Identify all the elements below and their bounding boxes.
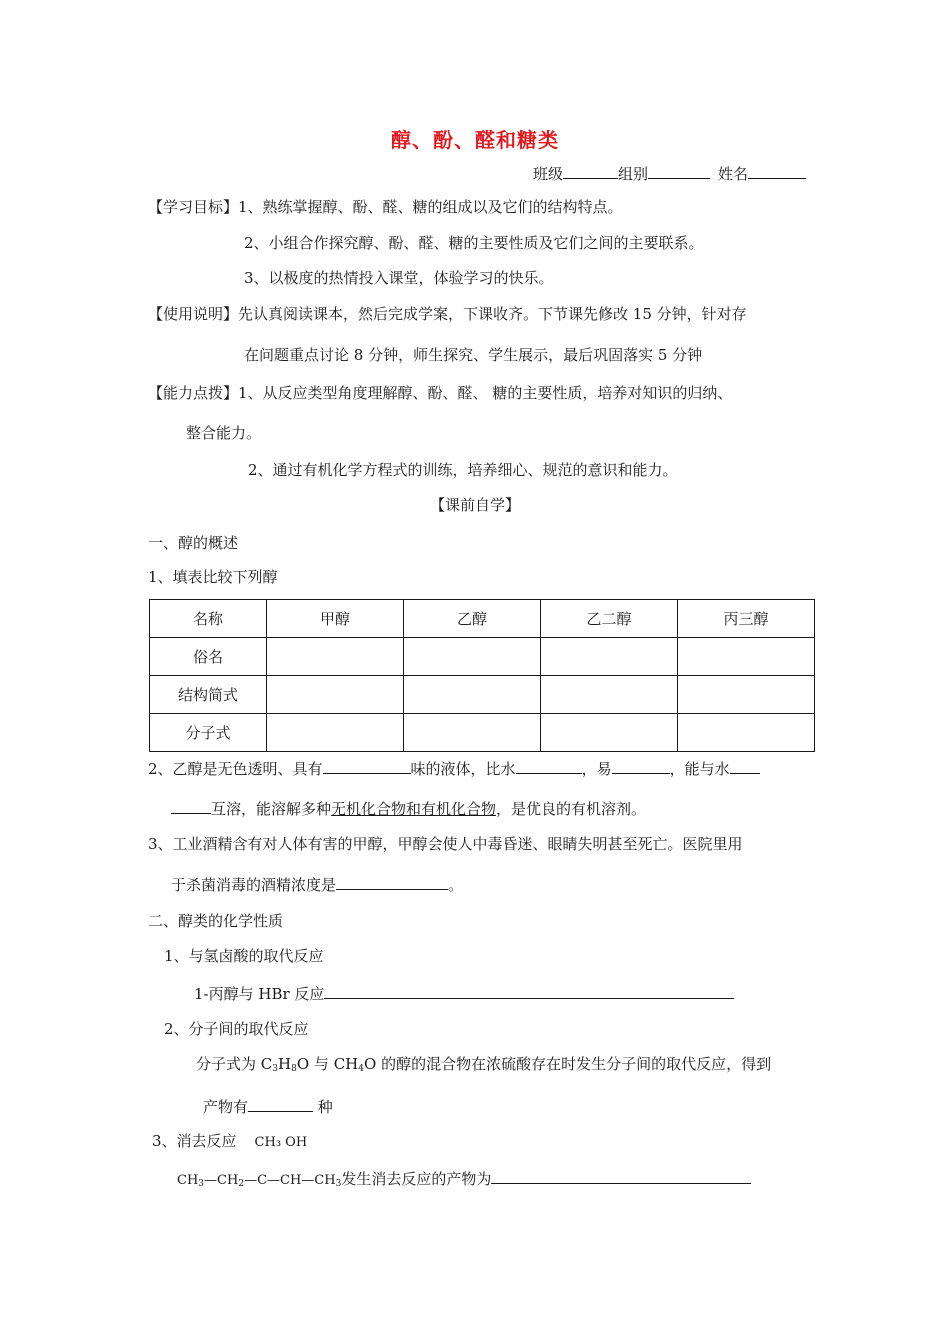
row-label-formula: 分子式 [150,714,267,752]
table-row [150,638,815,676]
usage-line-1: 【使用说明】先认真阅读课本，然后完成学案，下课收齐。下节课先修改 15 分钟，针对存 [148,305,747,323]
table-cell[interactable] [267,638,404,676]
name-label: 姓名 [718,165,749,183]
part2-s2: 2、分子间的取代反应 [164,1020,309,1038]
row-label-structure: 结构简式 [150,676,267,714]
table-header-cell: 乙二醇 [541,600,678,638]
ability-line-3: 2、通过有机化学方程式的训练，培养细心、规范的意识和能力。 [248,461,678,479]
formula-c3h8o: $C_3H_8O$ [260,1055,310,1074]
blank-density[interactable] [516,758,582,774]
blank-product-count[interactable] [248,1096,313,1112]
part1-q3-line-1: 3、工业酒精含有对人体有害的甲醇，甲醇会使人中毒昏迷、眼睛失明甚至死亡。医院里用 [148,835,743,853]
goals-tag: 【学习目标】 [148,198,239,216]
part2-s1-question: 1-丙醇与 HBr 反应 [194,983,734,1004]
class-blank[interactable] [563,163,618,179]
table-row [150,714,815,752]
goals-line-1: 【学习目标】1、熟练掌握醇、酚、醛、糖的组成以及它们的结构特点。 [148,198,623,216]
part1-q3-line-2: 于杀菌消毒的酒精浓度是 。 [171,876,464,894]
branch-substituents: CH₃ OH [254,1135,308,1150]
table-cell[interactable] [267,714,404,752]
part2-s2-question-2: 产物有 种 [203,1098,333,1116]
table-cell[interactable] [541,638,678,676]
goals-line-3: 3、以极度的热情投入课堂，体验学习的快乐。 [244,269,554,287]
table-cell[interactable] [404,676,541,714]
part1-q1: 1、填表比较下列醇 [148,568,278,586]
table-cell[interactable] [404,714,541,752]
table-header-row [150,600,815,638]
table-header-cell: 丙三醇 [678,600,815,638]
blank-miscible-1[interactable] [730,758,760,774]
goals-line-2: 2、小组合作探究醇、酚、醛、糖的主要性质及它们之间的主要联系。 [244,234,704,252]
table-cell[interactable] [404,638,541,676]
part2-s3: 3、消去反应 CH₃ OH [152,1132,308,1150]
student-info-fields [533,163,806,184]
part1-heading: 一、醇的概述 [148,534,239,552]
part2-s2-question-1: 分子式为 $C_3H_8O$ 与 $CH_4O$ 的醇的混合物在浓硫酸存在时发生分子间的取代反应，得到 [196,1055,772,1074]
formula-ch4o: $CH_4O$ [333,1055,377,1074]
table-header-cell: 甲醇 [267,600,404,638]
blank-smell[interactable] [323,758,411,774]
group-blank[interactable] [648,163,710,179]
part1-q2-line-2: 互溶，能溶解多种无机化合物和有机化合物，是优良的有机溶剂。 [171,798,646,819]
ability-line-2: 整合能力。 [186,424,262,442]
ability-tag: 【能力点拨】 [148,384,239,402]
usage-line-2: 在问题重点讨论 8 分钟，师生探究、学生展示，最后巩固落实 5 分钟 [244,346,703,364]
group-label: 组别 [618,165,649,183]
table-cell[interactable] [541,714,678,752]
part2-s3-question: $CH_3—CH_2—C—CH—CH_3$发生消去反应的产物为 [177,1168,751,1191]
section-heading-pre-study: 【课前自学】 [429,496,520,514]
blank-volatile[interactable] [612,758,670,774]
blank-miscible-2[interactable] [171,798,211,814]
table-cell[interactable] [678,714,815,752]
ability-line-1: 【能力点拨】1、从反应类型角度理解醇、酚、醛、 糖的主要性质，培养对知识的归纳、 [148,384,733,402]
part1-q2-line-1: 2、乙醇是无色透明、具有 味的液体，比水 ，易 ，能与水 [148,758,760,779]
row-label-common-name: 俗名 [150,638,267,676]
page-title: 醇、酚、醛和糖类 [391,128,559,152]
blank-concentration[interactable] [336,874,448,890]
table-header-cell: 名称 [150,600,267,638]
part2-s1: 1、与氢卤酸的取代反应 [164,947,324,965]
part2-heading: 二、醇类的化学性质 [148,912,284,930]
name-blank[interactable] [748,163,806,179]
table-row [150,676,815,714]
table-cell[interactable] [267,676,404,714]
table-cell[interactable] [678,676,815,714]
class-label: 班级 [533,165,564,183]
structural-formula: $CH_3—CH_2—C—CH—CH_3$ [177,1173,342,1189]
table-cell[interactable] [541,676,678,714]
table-cell[interactable] [678,638,815,676]
alcohol-comparison-table [149,599,815,752]
table-header-cell: 乙醇 [404,600,541,638]
blank-elimination-product[interactable] [491,1168,751,1184]
usage-tag: 【使用说明】 [148,305,239,323]
blank-hbr-reaction[interactable] [324,983,734,999]
